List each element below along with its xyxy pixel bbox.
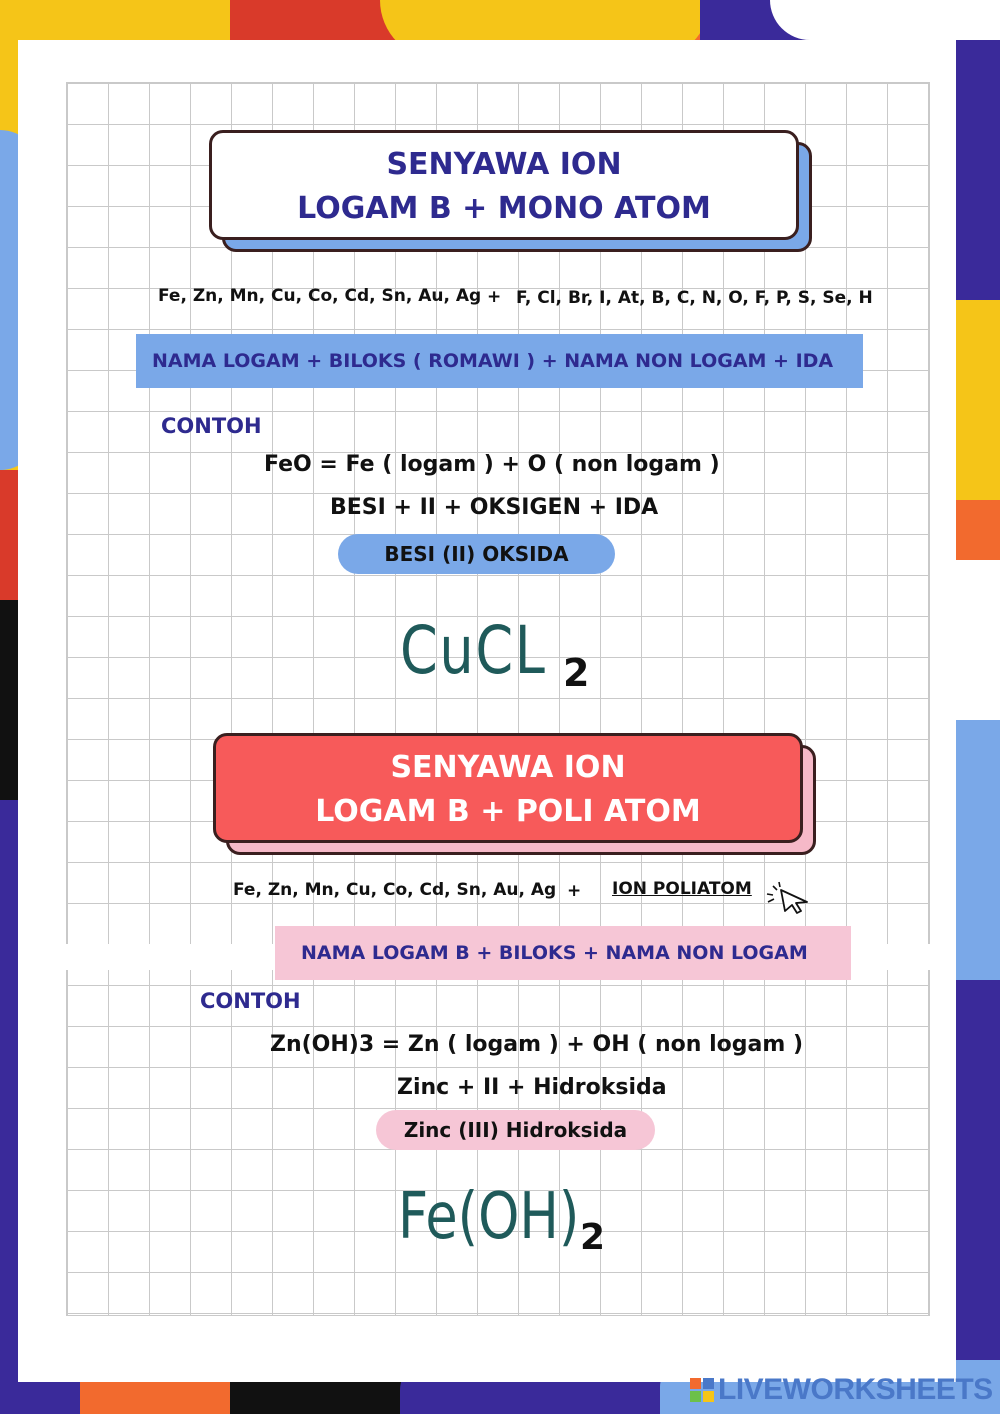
section2-title-line2: LOGAM B + POLI ATOM: [315, 794, 701, 829]
section1-exercise-subscript: 2: [563, 651, 590, 695]
section2-naming-rule: NAMA LOGAM B + BILOKS + NAMA NON LOGAM: [275, 926, 851, 980]
section2-example-line2: Zinc + II + Hidroksida: [397, 1075, 667, 1100]
section2-example-line1: Zn(OH)3 = Zn ( logam ) + OH ( non logam ): [270, 1032, 803, 1057]
background-blob: [770, 0, 1000, 40]
section2-example-heading: CONTOH: [200, 989, 301, 1013]
section1-example-heading: CONTOH: [161, 414, 262, 438]
section1-example-line2: BESI + II + OKSIGEN + IDA: [330, 495, 659, 520]
section2-title: [213, 733, 803, 843]
section1-example-line1: FeO = Fe ( logam ) + O ( non logam ): [264, 452, 720, 477]
section2-example-result: Zinc (III) Hidroksida: [376, 1110, 655, 1150]
section1-example-result: BESI (II) OKSIDA: [338, 534, 615, 574]
section2-metals-list: Fe, Zn, Mn, Cu, Co, Cd, Sn, Au, Ag: [233, 880, 557, 900]
section1-metals-list: Fe, Zn, Mn, Cu, Co, Cd, Sn, Au, Ag: [158, 286, 482, 306]
section1-title-line2: LOGAM B + MONO ATOM: [297, 191, 711, 226]
cursor-click-icon: [763, 880, 811, 914]
liveworksheets-logo-icon: [690, 1378, 714, 1402]
section1-title-line1: SENYAWA ION: [386, 147, 622, 182]
section1-nonmetals-list: F, Cl, Br, I, At, B, C, N, O, F, P, S, Se, H: [516, 288, 873, 308]
polyatomic-ion-link[interactable]: ION POLIATOM: [612, 879, 752, 899]
liveworksheets-brand[interactable]: [690, 1373, 993, 1407]
section2-title-line1: SENYAWA ION: [390, 750, 626, 785]
section1-plus-sign: +: [487, 287, 502, 307]
section2-exercise-formula[interactable]: Fe(OH): [398, 1180, 580, 1254]
brand-name: LIVEWORKSHEETS: [718, 1373, 993, 1406]
section1-exercise-formula[interactable]: CuCL: [400, 612, 547, 689]
section2-exercise-subscript: 2: [580, 1217, 606, 1258]
section2-plus-sign: +: [567, 881, 582, 901]
section1-title: [209, 130, 799, 240]
section1-naming-rule: NAMA LOGAM + BILOKS ( ROMAWI ) + NAMA NON LOGAM + IDA: [136, 334, 863, 388]
